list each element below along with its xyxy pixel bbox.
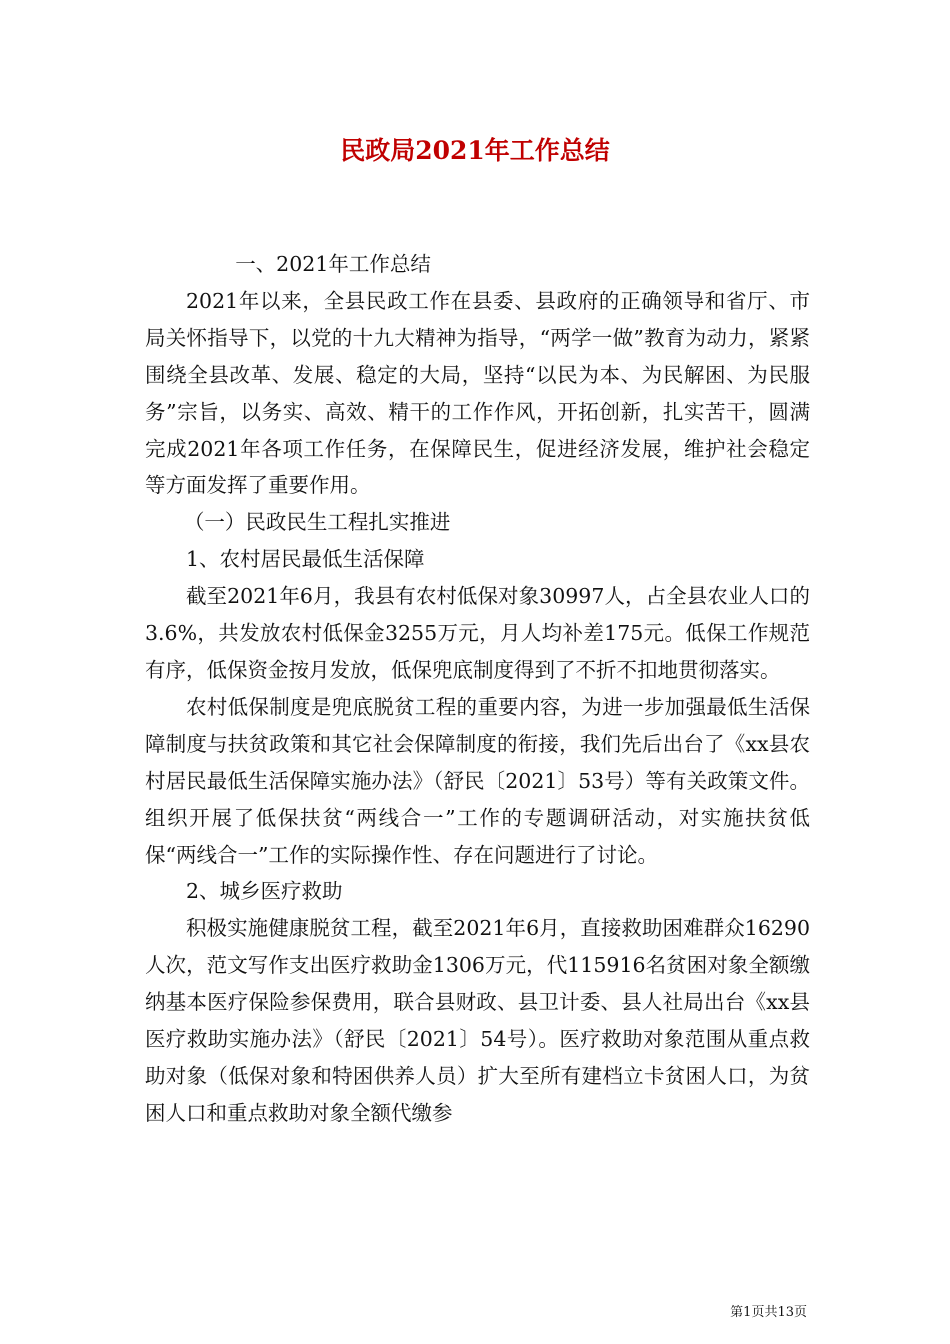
subsection-heading: （一）民政民生工程扎实推进 xyxy=(183,510,451,535)
paragraph: 2021年以来，全县民政工作在县委、县政府的正确领导和省厅、市局关怀指导下，以党的十九大精神为指导，“两学一做”教育为动力，紧紧围绕全县改革、发展、稳定的大局，坚持“以民为本、为民解困、为民服务”宗旨，以务实、高效、精干的工作作风，开拓创新，扎实苦干，圆满完成2021年各项工作任务，在保障民生，促进经济发展，维护社会稳定等方面发挥了重要作用。 xyxy=(145,288,810,498)
paragraph: 积极实施健康脱贫工程，截至2021年6月，直接救助困难群众16290人次，范文写作支出医疗救助金1306万元，代115916名贫困对象全额缴纳基本医疗保险参保费用，联合县财政、县卫计委、县人社局出台《xx县医疗救助实施办法》（舒民〔2021〕54号）。医疗救助对象范围从重点救助对象（低保对象和特困供养人员）扩大至所有建档立卡贫困人口，为贫困人口和重点救助对象全额代缴参 xyxy=(145,916,810,1125)
page-number: 第1页共13页 xyxy=(730,1305,807,1320)
document-body xyxy=(145,246,810,1132)
paragraph: 农村低保制度是兜底脱贫工程的重要内容，为进一步加强最低生活保障制度与扶贫政策和其它社会保障制度的衔接，我们先后出台了《xx县农村居民最低生活保障实施办法》（舒民〔2021〕53号）等有关政策文件。组织开展了低保扶贫“两线合一”工作的专题调研活动，对实施扶贫低保“两线合一”工作的实际操作性、存在问题进行了讨论。 xyxy=(145,694,810,867)
item-heading: 1、农村居民最低生活保障 xyxy=(186,547,425,572)
paragraph: 截至2021年6月，我县有农村低保对象30997人，占全县农业人口的3.6%，共发放农村低保金3255万元，月人均补差175元。低保工作规范有序，低保资金按月发放，低保兜底制度得到了不折不扣地贯彻落实。 xyxy=(145,584,810,682)
document-title: 民政局2021年工作总结 xyxy=(340,136,610,165)
item-heading: 2、城乡医疗救助 xyxy=(186,879,343,904)
section-heading: 一、2021年工作总结 xyxy=(235,252,431,276)
